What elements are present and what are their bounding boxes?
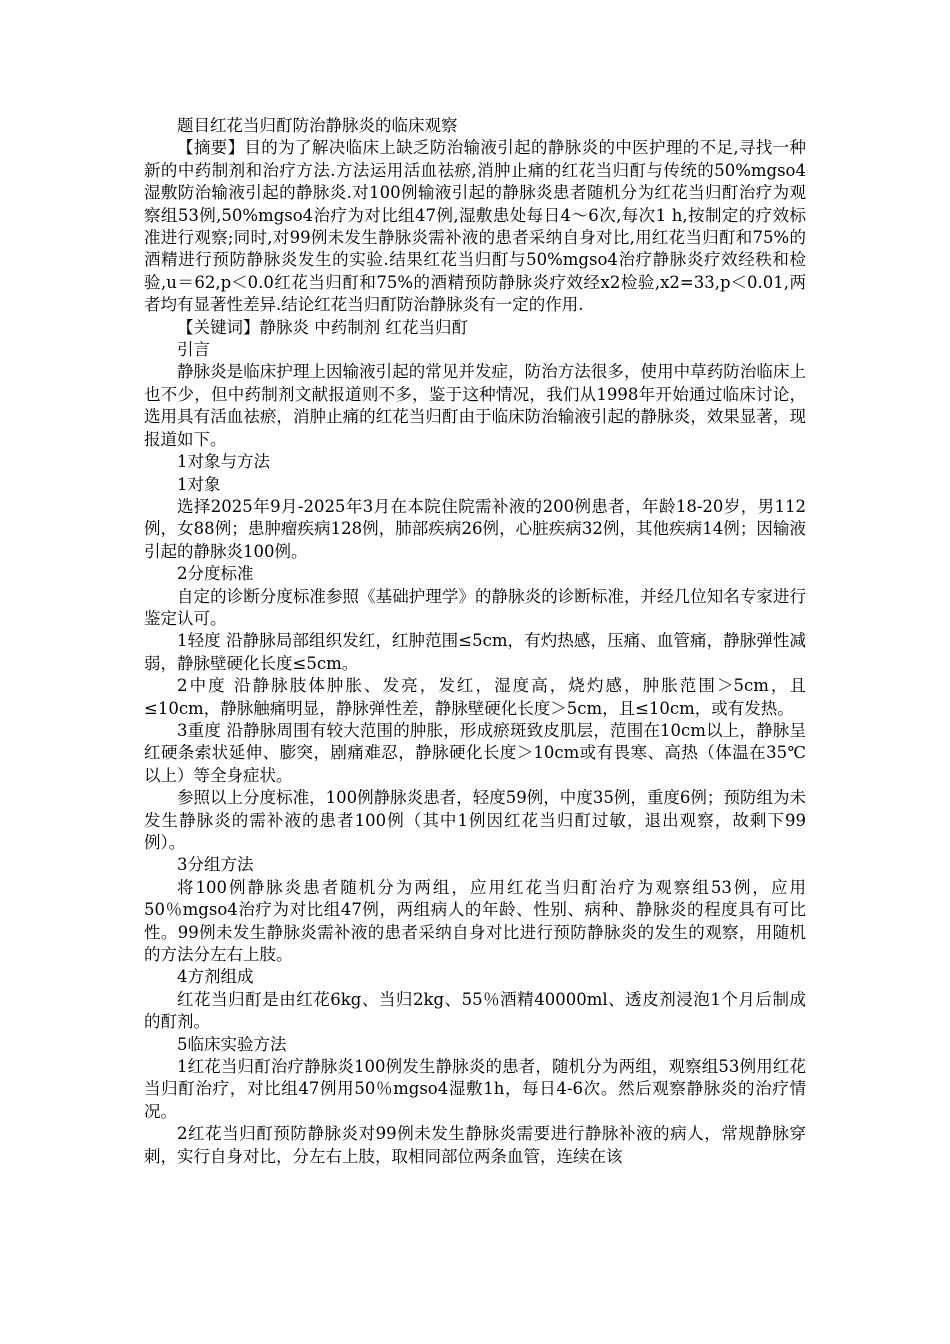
body-paragraph: 红花当归酊是由红花6kg、当归2kg、55％酒精40000ml、透皮剂浸泡1个月后制成的酊剂。 <box>144 989 806 1032</box>
keywords-paragraph: 【关键词】静脉炎 中药制剂 红花当归酊 <box>177 317 468 337</box>
section-heading: 引言 <box>177 340 210 360</box>
abstract-paragraph: 【摘要】目的为了解决临床上缺乏防治输液引起的静脉炎的中医护理的不足,寻找一种新的中药制剂和治疗方法.方法运用活血祛瘀,消肿止痛的红花当归酊与传统的50%mgso4湿敷防治输液引起的静脉炎.对100例输液引起的静脉炎患者随机分为红花当归酊治疗为观察组53例,50%mgso4治疗为对比组47例,湿敷患处每日4～6次,每次1 h,按制定的疗效标准进行观察;同时,对99例未发生静脉炎需补液的患者采纳自身对比,用红花当归酊和75%的酒精进行预防静脉炎发生的实验.结果红花当归酊与50%mgso4治疗静脉炎疗效经秩和检验,u＝62,p＜0.0红花当归酊和75%的酒精预防静脉炎疗效经x2检验,x2=33,p＜0.01,两者均有显著性差异.结论红花当归酊防治静脉炎有一定的作用. <box>144 138 806 315</box>
body-paragraph: 将100例静脉炎患者随机分为两组，应用红花当归酊治疗为观察组53例，应用50％mgso4治疗为对比组47例，两组病人的年龄、性别、病种、静脉炎的程度具有可比性。99例未发生静脉炎需补液的患者采纳自身对比进行预防静脉炎的发生的观察，用随机的方法分左右上肢。 <box>144 877 806 965</box>
subsection-heading: 4方剂组成 <box>177 967 254 987</box>
body-paragraph: 静脉炎是临床护理上因输液引起的常见并发症，防治方法很多，使用中草药防治临床上也不少，但中药制剂文献报道则不多，鉴于这种情况，我们从1998年开始通过临床讨论，选用具有活血祛瘀，消肿止痛的红花当归酊由于临床防治输液引起的静脉炎，效果显著，现报道如下。 <box>144 362 806 449</box>
subsection-heading: 2分度标准 <box>177 564 254 584</box>
body-paragraph: 3重度 沿静脉周围有较大范围的肿胀，形成瘀斑致皮肌层，范围在10cm以上，静脉呈红硬条索状延伸、膨突，剧痛难忍，静脉硬化长度＞10cm或有畏寒、高热（体温在35℃以上）等全身症状。 <box>144 720 806 785</box>
body-paragraph: 自定的诊断分度标准参照《基础护理学》的静脉炎的诊断标准，并经几位知名专家进行鉴定认可。 <box>144 586 806 628</box>
body-paragraph: 1红花当归酊治疗静脉炎100例发生静脉炎的患者，随机分为两组，观察组53例用红花当归酊治疗，对比组47例用50％mgso4湿敷1h，每日4-6次。然后观察静脉炎的治疗情况。 <box>144 1057 806 1121</box>
body-paragraph: 参照以上分度标准，100例静脉炎患者，轻度59例，中度35例，重度6例；预防组为未发生静脉炎的需补液的患者100例（其中1例因红花当归酊过敏，退出观察，故剩下99例）。 <box>144 788 806 852</box>
subsection-heading: 1对象 <box>177 474 221 494</box>
subsection-heading: 3分组方法 <box>177 855 254 875</box>
document-page <box>144 115 806 1168</box>
body-paragraph: 2中度 沿静脉肢体肿胀、发亮，发红，湿度高，烧灼感，肿胀范围＞5cm，且≤10cm，静脉触痛明显，静脉弹性差，静脉壁硬化长度＞5cm，且≤10cm，或有发热。 <box>144 676 806 718</box>
section-heading: 1对象与方法 <box>177 452 270 472</box>
subsection-heading: 5临床实验方法 <box>177 1034 287 1054</box>
body-paragraph: 1轻度 沿静脉局部组织发红，红肿范围≤5cm，有灼热感，压痛、血管痛，静脉弹性减弱，静脉壁硬化长度≤5cm。 <box>144 631 806 673</box>
body-paragraph: 选择2025年9月-2025年3月在本院住院需补液的200例患者，年龄18-20岁，男112例，女88例；患肿瘤疾病128例，肺部疾病26例，心脏疾病32例，其他疾病14例；因输液引起的静脉炎100例。 <box>144 496 806 561</box>
body-paragraph: 2红花当归酊预防静脉炎对99例未发生静脉炎需要进行静脉补液的病人，常规静脉穿刺，实行自身对比，分左右上肢，取相同部位两条血管，连续在该 <box>144 1124 806 1166</box>
title: 题目红花当归酊防治静脉炎的临床观察 <box>177 116 458 135</box>
